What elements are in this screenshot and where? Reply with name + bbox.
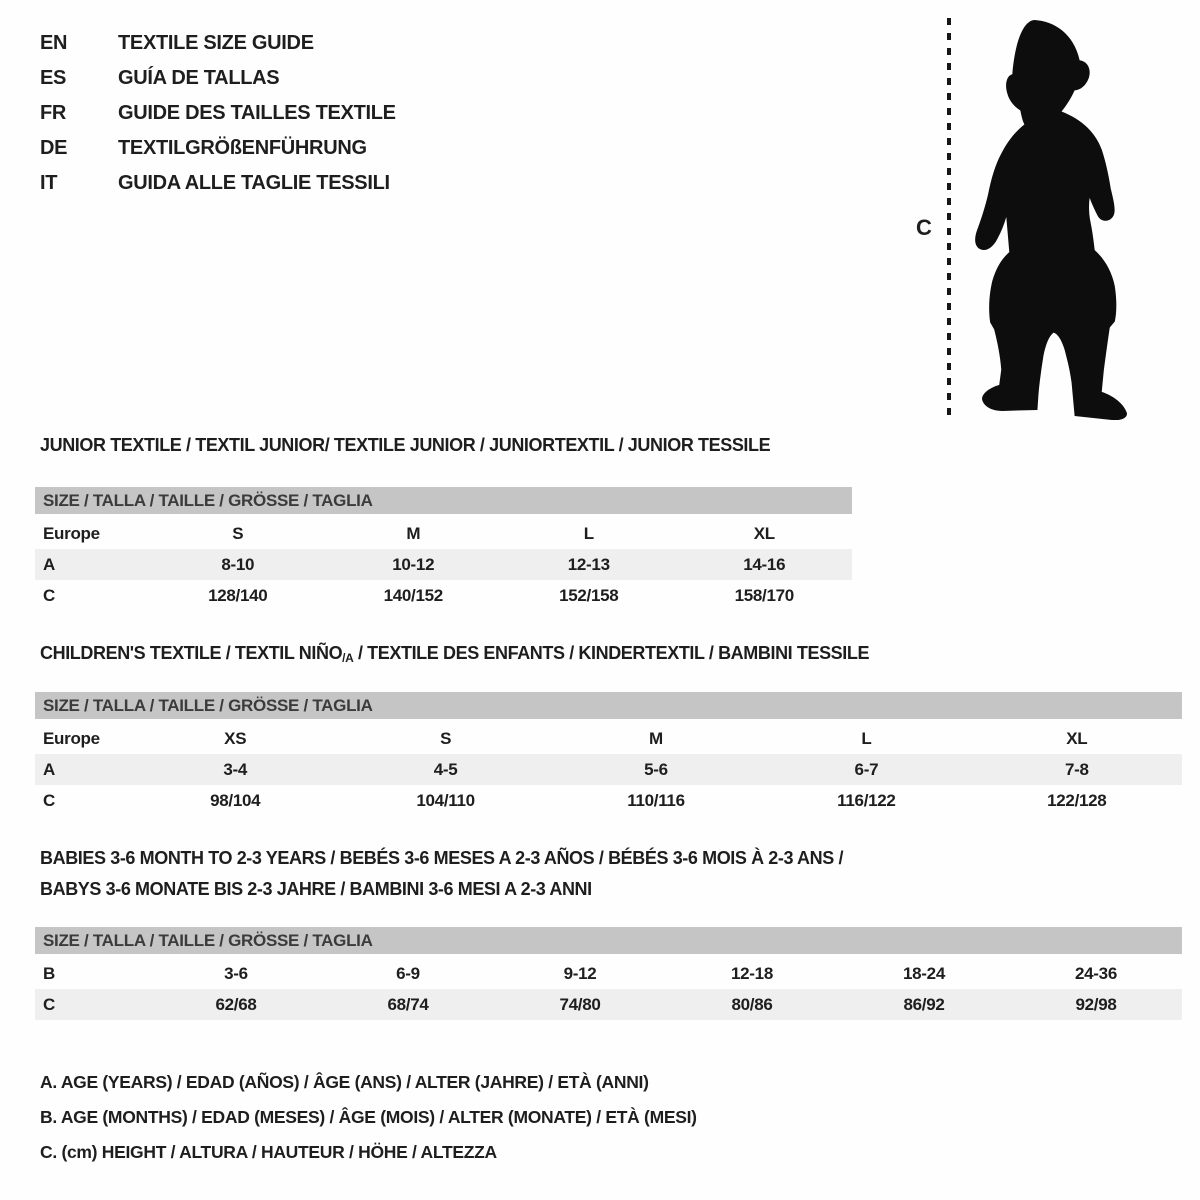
junior-row-europe (35, 518, 852, 549)
height-value: 122/128 (1047, 790, 1107, 810)
height-value: 116/122 (837, 790, 896, 810)
months-value: 18-24 (903, 963, 945, 983)
language-code-de: DE (40, 137, 68, 159)
language-code-en: EN (40, 32, 68, 54)
size-value: M (406, 523, 421, 543)
guide-title-es: GUÍA DE TALLAS (118, 67, 280, 89)
age-value: 8-10 (221, 554, 255, 574)
children-row-height (35, 785, 1182, 816)
language-row-en (40, 26, 396, 61)
height-dashed-line (947, 18, 951, 416)
age-value: 14-16 (743, 554, 786, 574)
age-value: 4-5 (433, 759, 458, 779)
row-label: A (43, 554, 55, 574)
babies-size-table (35, 927, 1182, 1020)
toddler-silhouette-icon (962, 18, 1140, 420)
junior-size-table (35, 487, 852, 611)
children-row-europe (35, 723, 1182, 754)
language-row-it (40, 166, 396, 201)
months-value: 6-9 (396, 963, 420, 983)
height-value: 68/74 (387, 994, 429, 1014)
months-value: 12-18 (731, 963, 773, 983)
language-row-de (40, 131, 396, 166)
months-value: 24-36 (1075, 963, 1117, 983)
height-value: 86/92 (903, 994, 945, 1014)
size-value: XL (753, 523, 775, 543)
children-row-age (35, 754, 1182, 785)
junior-table-header: SIZE / TALLA / TAILLE / GRÖSSE / TAGLIA (35, 487, 852, 514)
size-value: L (583, 523, 594, 543)
legend-age-months: B. AGE (MONTHS) / EDAD (MESES) / ÂGE (MOIS) / ALTER (MONATE) / ETÀ (MESI) (40, 1107, 697, 1127)
children-title-main: CHILDREN'S TEXTILE / TEXTIL NIÑO (40, 643, 343, 663)
row-label: C (43, 585, 55, 605)
age-value: 12-13 (567, 554, 610, 574)
language-row-es (40, 61, 396, 96)
children-title-sub: /A (342, 651, 354, 665)
babies-section-title-line1: BABIES 3-6 MONTH TO 2-3 YEARS / BEBÉS 3-6 MESES A 2-3 AÑOS / BÉBÉS 3-6 MOIS À 2-3 ANS / (40, 848, 844, 868)
children-section-title (40, 643, 869, 665)
height-value: 98/104 (210, 790, 261, 810)
language-code-es: ES (40, 67, 67, 89)
months-value: 9-12 (563, 963, 597, 983)
children-size-table (35, 692, 1182, 816)
height-value: 104/110 (416, 790, 475, 810)
row-label: A (43, 759, 55, 779)
height-value: 152/158 (559, 585, 619, 605)
guide-title-de: TEXTILGRÖßENFÜHRUNG (118, 137, 367, 159)
height-value: 128/140 (208, 585, 268, 605)
legend-age-years: A. AGE (YEARS) / EDAD (AÑOS) / ÂGE (ANS) / ALTER (JAHRE) / ETÀ (ANNI) (40, 1072, 649, 1092)
babies-table-header: SIZE / TALLA / TAILLE / GRÖSSE / TAGLIA (35, 927, 1182, 954)
row-label: Europe (43, 523, 100, 543)
age-value: 10-12 (392, 554, 435, 574)
size-value: L (861, 728, 872, 748)
height-value: 62/68 (215, 994, 257, 1014)
language-title-list (40, 26, 396, 201)
height-value: 110/116 (627, 790, 685, 810)
row-label: C (43, 994, 55, 1014)
children-table-header: SIZE / TALLA / TAILLE / GRÖSSE / TAGLIA (35, 692, 1182, 719)
height-value: 92/98 (1075, 994, 1117, 1014)
children-title-rest: / TEXTILE DES ENFANTS / KINDERTEXTIL / BAMBINI TESSILE (353, 643, 870, 663)
size-value: S (232, 523, 244, 543)
language-row-fr (40, 96, 396, 131)
guide-title-en: TEXTILE SIZE GUIDE (118, 32, 314, 54)
height-c-label: C (916, 215, 932, 240)
months-value: 3-6 (224, 963, 248, 983)
age-value: 6-7 (854, 759, 879, 779)
legend-height-cm: C. (cm) HEIGHT / ALTURA / HAUTEUR / HÖHE / ALTEZZA (40, 1142, 497, 1162)
row-label: C (43, 790, 55, 810)
babies-section-title-line2: BABYS 3-6 MONATE BIS 2-3 JAHRE / BAMBINI 3-6 MESI A 2-3 ANNI (40, 879, 592, 899)
guide-title-fr: GUIDE DES TAILLES TEXTILE (118, 102, 396, 124)
babies-row-height (35, 989, 1182, 1020)
age-value: 5-6 (644, 759, 668, 779)
size-value: S (440, 728, 452, 748)
size-value: XS (224, 728, 247, 748)
language-code-fr: FR (40, 102, 67, 124)
height-value: 80/86 (731, 994, 773, 1014)
age-value: 3-4 (223, 759, 248, 779)
junior-row-height (35, 580, 852, 611)
size-value: M (649, 728, 663, 748)
language-code-it: IT (40, 172, 58, 194)
height-value: 158/170 (734, 585, 794, 605)
age-value: 7-8 (1064, 759, 1089, 779)
height-value: 140/152 (383, 585, 443, 605)
height-value: 74/80 (559, 994, 601, 1014)
row-label: Europe (43, 728, 100, 748)
babies-row-months (35, 958, 1182, 989)
row-label: B (43, 963, 55, 983)
guide-title-it: GUIDA ALLE TAGLIE TESSILI (118, 172, 390, 194)
junior-section-title: JUNIOR TEXTILE / TEXTIL JUNIOR/ TEXTILE JUNIOR / JUNIORTEXTIL / JUNIOR TESSILE (40, 435, 771, 455)
size-value: XL (1066, 728, 1088, 748)
junior-row-age (35, 549, 852, 580)
